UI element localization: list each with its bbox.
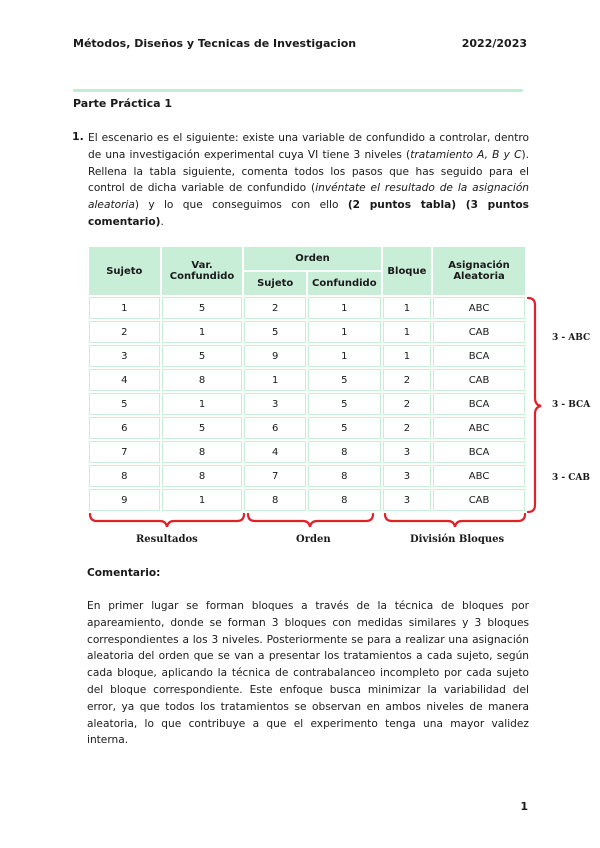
side-label-cab: 3 - CAB	[552, 473, 591, 483]
table-cell: 1	[308, 321, 381, 343]
table-cell: 2	[383, 417, 431, 439]
table-cell: 1	[383, 345, 431, 367]
table-cell: CAB	[433, 369, 525, 391]
table-cell: 2	[244, 297, 306, 319]
table-cell: 6	[89, 417, 160, 439]
brace-side	[528, 298, 541, 512]
header-var-confundido: Var. Confundido	[162, 247, 243, 295]
header-orden-confundido: Confundido	[308, 272, 381, 295]
table-cell: CAB	[433, 321, 525, 343]
table-cell: 1	[162, 393, 243, 415]
table-cell: 8	[162, 441, 243, 463]
label-division-bloques: División Bloques	[410, 534, 505, 545]
table-cell: 9	[244, 345, 306, 367]
table-cell: 5	[308, 393, 381, 415]
table-cell: 8	[308, 441, 381, 463]
table-cell: 3	[383, 465, 431, 487]
comment-title: Comentario:	[87, 567, 161, 579]
section-title: Parte Práctica 1	[73, 97, 173, 110]
table-cell: 7	[244, 465, 306, 487]
table-cell: 5	[244, 321, 306, 343]
table-cell: 5	[89, 393, 160, 415]
table-cell: 1	[244, 369, 306, 391]
table-cell: 3	[383, 489, 431, 511]
header-asignacion: Asignación Aleatoria	[433, 247, 525, 295]
table-cell: 2	[383, 393, 431, 415]
brace-orden	[248, 514, 373, 527]
table-cell: 1	[308, 297, 381, 319]
side-label-abc: 3 - ABC	[552, 333, 591, 343]
table-cell: 1	[383, 297, 431, 319]
brace-division-bloques	[385, 514, 525, 527]
document-title: Métodos, Diseños y Tecnicas de Investigacion	[73, 37, 357, 50]
table-cell: 3	[383, 441, 431, 463]
table-cell: 1	[89, 297, 160, 319]
table-cell: 6	[244, 417, 306, 439]
table-cell: 8	[162, 369, 243, 391]
table-cell: BCA	[433, 345, 525, 367]
page-number: 1	[520, 800, 528, 813]
table-cell: 5	[162, 417, 243, 439]
table-cell: 9	[89, 489, 160, 511]
table-cell: 8	[308, 489, 381, 511]
table-cell: 2	[383, 369, 431, 391]
header-orden: Orden	[244, 247, 380, 270]
table-cell: 4	[244, 441, 306, 463]
table-cell: 7	[89, 441, 160, 463]
table-cell: 8	[89, 465, 160, 487]
label-resultados: Resultados	[136, 534, 198, 545]
question-text: El escenario es el siguiente: existe una variable de confundido a controlar, dentro de una investigación experimental cuya VI tiene 3 niveles (tratamiento A, B y C). Rellena la tabla siguiente, comenta todos los pasos que has seguido para el control de dicha variable de confundido (invéntate el resultado de la asignación aleatoria) y lo que conseguimos con ello (2 puntos tabla) (3 puntos comentario).	[88, 132, 530, 228]
table-cell: 5	[162, 297, 243, 319]
table-cell: 3	[89, 345, 160, 367]
table-cell: 1	[162, 489, 243, 511]
brace-resultados	[90, 514, 244, 527]
table-cell: 1	[308, 345, 381, 367]
table-cell: CAB	[433, 489, 525, 511]
question-number: 1.	[72, 130, 84, 143]
header-orden-sujeto: Sujeto	[244, 272, 306, 295]
table-cell: 5	[162, 345, 243, 367]
table-cell: 1	[383, 321, 431, 343]
table-cell: 8	[308, 465, 381, 487]
table-cell: 5	[308, 417, 381, 439]
table-cell: ABC	[433, 417, 525, 439]
table-cell: 2	[89, 321, 160, 343]
table-cell: BCA	[433, 441, 525, 463]
table-cell: BCA	[433, 393, 525, 415]
table-cell: 4	[89, 369, 160, 391]
side-label-bca: 3 - BCA	[552, 400, 591, 410]
table-cell: 3	[244, 393, 306, 415]
table-cell: 8	[162, 465, 243, 487]
table-cell: 1	[162, 321, 243, 343]
comment-text: En primer lugar se forman bloques a través de la técnica de bloques por apareamiento, donde se forman 3 bloques con medidas similares y 3 bloques correspondientes a los 3 niveles. Posteriormente se para a realizar una asignación aleatoria del orden que se van a presentar los tratamientos a cada sujeto, según cada bloque, aplicando la técnica de contrabalanceo incompleto por cada sujeto del bloque correspondiente. Este enfoque busca minimizar la variabilidad del error, ya que todos los tratamientos se observan en ambos niveles de manera aleatoria, lo que contribuye a que el experimento tenga una mayor validez interna.	[87, 600, 529, 747]
table-cell: ABC	[433, 297, 525, 319]
table-cell: 8	[244, 489, 306, 511]
label-orden: Orden	[296, 534, 331, 545]
academic-year: 2022/2023	[461, 37, 527, 50]
header-sujeto: Sujeto	[89, 247, 160, 295]
table-cell: ABC	[433, 465, 525, 487]
table-cell: 5	[308, 369, 381, 391]
header-bloque: Bloque	[383, 247, 431, 295]
